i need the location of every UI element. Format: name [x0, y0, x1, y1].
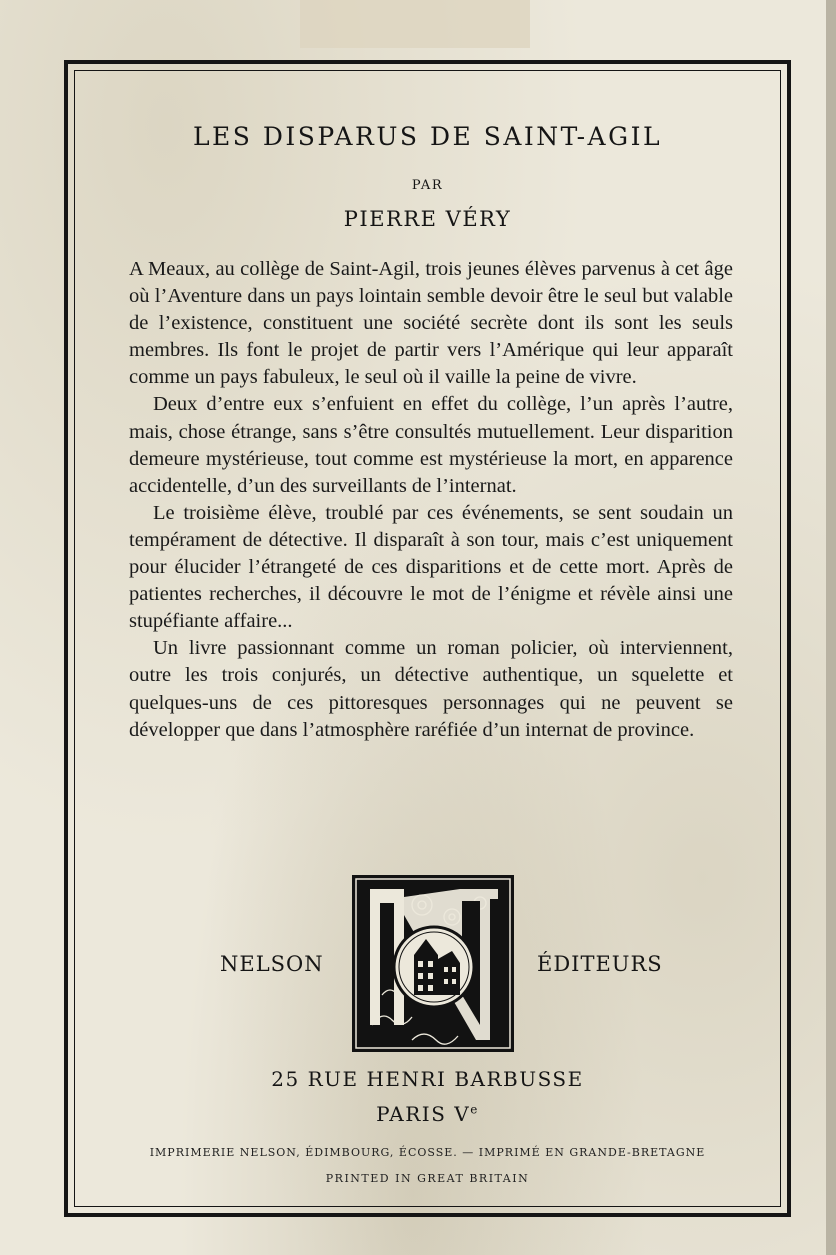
publisher-label: ÉDITEURS — [537, 952, 663, 976]
city-name: PARIS V — [376, 1102, 471, 1126]
publisher-name: NELSON — [220, 952, 324, 976]
paper-tear — [300, 0, 530, 48]
printed-in-line: PRINTED IN GREAT BRITAIN — [325, 1172, 530, 1185]
author-name: PIERRE VÉRY — [343, 207, 512, 231]
nelson-n-monogram-icon — [352, 875, 514, 1052]
publisher-city — [74, 1102, 781, 1126]
printer-line: IMPRIMERIE NELSON, ÉDIMBOURG, ÉCOSSE. — IMPRIMÉ EN GRANDE-BRETAGNE — [149, 1146, 706, 1159]
book-title: LES DISPARUS DE SAINT-AGIL — [192, 122, 663, 151]
blurb-paragraph: Deux d’entre eux s’enfuient en effet du collège, l’un après l’autre, mais, chose étrange, sans s’être consultés mutuellement. Leur disparition demeure mystérieuse, tout comme est mystérieuse la mort, en apparence accidentelle, d’un des surveillants de l’internat. — [129, 393, 733, 497]
blurb-paragraph: A Meaux, au collège de Saint-Agil, trois jeunes élèves parvenus à cet âge où l’Aventure dans un pays lointain semble devoir être le seul but valable de l’existence, constituent une société secrète dont ils sont les seuls membres. Ils font le projet de partir vers l’Amérique qui leur apparaît comme un pays fabuleux, le seul où il vaille la peine de vivre. — [129, 258, 733, 389]
blurb-paragraph: Le troisième élève, troublé par ces événements, se sent soudain un tempérament de détective. Il disparaît à son tour, mais c’est uniquement pour élucider l’étrangeté de ces disparitions et de cette mort. Après de patientes recherches, il découvre le mot de l’énigme et révèle ainsi une stupéfiante affaire... — [129, 501, 733, 633]
city-district-suffix: e — [470, 1102, 479, 1117]
by-label: PAR — [411, 178, 444, 193]
blurb-paragraph: Un livre passionnant comme un roman policier, où interviennent, outre les trois conjurés, un détective authentique, un squelette et quelques-uns de ces pittoresques personnages qui ne peuvent se développer que dans l’atmosphère raréfiée d’un internat de province. — [129, 637, 733, 741]
publisher-address: 25 RUE HENRI BARBUSSE — [271, 1067, 584, 1091]
blurb — [129, 256, 733, 744]
